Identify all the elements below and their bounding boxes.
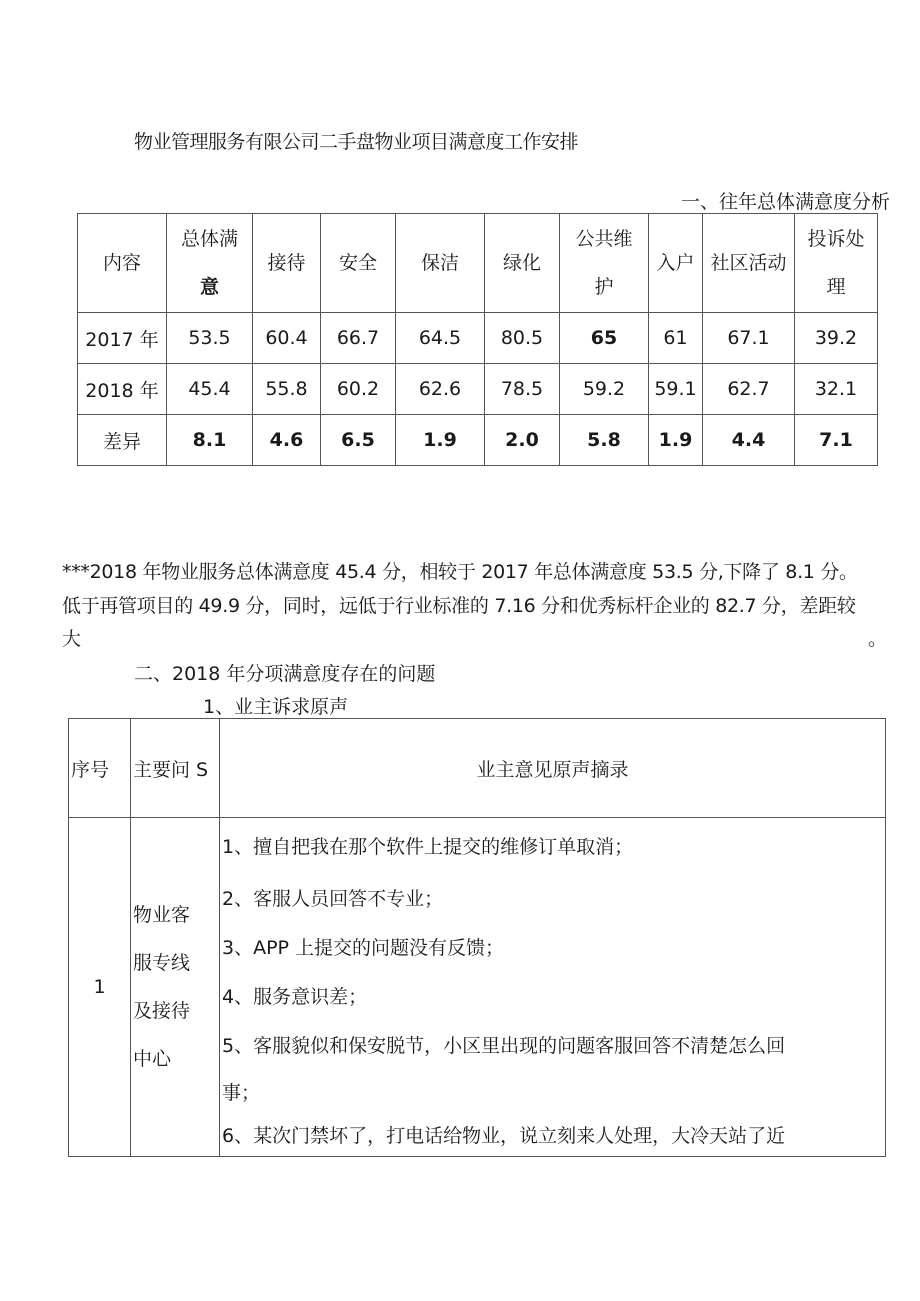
table-cell: 39.2 <box>795 313 878 364</box>
section-1-title: 一、往年总体满意度分析 <box>680 191 890 213</box>
table-cell: 61 <box>649 313 703 364</box>
list-item: 2、客服人员回答不专业； <box>222 888 444 910</box>
table-cell: 59.2 <box>560 364 649 415</box>
table-row <box>78 313 878 364</box>
header-cell: 安全 <box>321 214 396 313</box>
row-label: 差异 <box>78 415 167 466</box>
header-cell: 投诉处 理 <box>795 214 878 313</box>
table-cell: 80.5 <box>485 313 560 364</box>
list-item: 6、某次门禁坏了，打电话给物业，说立刻来人处理，大冷天站了近 <box>222 1125 786 1147</box>
table-header-row <box>78 214 878 313</box>
list-item: 4、服务意识差； <box>222 986 368 1008</box>
header-cell: 主要问 S <box>131 719 220 818</box>
table-cell: 2.0 <box>485 415 560 466</box>
row-category: 物业客服专线及接待中心 <box>131 818 220 1157</box>
header-cell: 公共维 护 <box>560 214 649 313</box>
table-cell: 53.5 <box>167 313 253 364</box>
header-cell: 业主意见原声摘录 <box>220 719 886 818</box>
subsection-1-title: 1、业主诉求原声 <box>203 696 349 718</box>
table-cell: 78.5 <box>485 364 560 415</box>
document-title: 物业管理服务有限公司二手盘物业项目满意度工作安排 <box>134 131 579 153</box>
list-item: 3、APP 上提交的问题没有反馈； <box>222 937 505 959</box>
satisfaction-table <box>77 213 878 466</box>
header-cell: 序号 <box>69 719 131 818</box>
table-cell: 62.6 <box>396 364 485 415</box>
owner-feedback-table <box>68 718 886 1157</box>
list-item: 1、擅自把我在那个软件上提交的维修订单取消； <box>222 836 634 858</box>
table-row <box>69 818 886 1157</box>
table-cell: 65 <box>560 313 649 364</box>
header-cell: 绿化 <box>485 214 560 313</box>
table-cell: 60.4 <box>253 313 321 364</box>
list-item: 5、客服貌似和保安脱节，小区里出现的问题客服回答不清楚怎么回 <box>222 1035 786 1057</box>
header-cell: 社区活动 <box>703 214 795 313</box>
table-cell: 62.7 <box>703 364 795 415</box>
table-cell: 55.8 <box>253 364 321 415</box>
header-cell: 接待 <box>253 214 321 313</box>
row-label: 2017 年 <box>78 313 167 364</box>
list-item: 事； <box>222 1082 261 1104</box>
table-header-row <box>69 719 886 818</box>
header-cell: 内容 <box>78 214 167 313</box>
paragraph-end-mark: 。 <box>868 628 888 650</box>
table-cell: 67.1 <box>703 313 795 364</box>
paragraph-line: ***2018 年物业服务总体满意度 45.4 分，相较于 2017 年总体满意度 53.5 分,下降了 8.1 分。 <box>62 561 858 583</box>
table-cell: 1.9 <box>649 415 703 466</box>
table-cell: 60.2 <box>321 364 396 415</box>
table-cell: 1.9 <box>396 415 485 466</box>
table-cell: 4.4 <box>703 415 795 466</box>
table-cell: 59.1 <box>649 364 703 415</box>
table-cell: 45.4 <box>167 364 253 415</box>
header-cell: 保洁 <box>396 214 485 313</box>
table-cell: 6.5 <box>321 415 396 466</box>
section-2-title: 二、2018 年分项满意度存在的问题 <box>134 663 436 685</box>
row-label: 2018 年 <box>78 364 167 415</box>
header-cell: 入户 <box>649 214 703 313</box>
header-cell: 总体满 意 <box>167 214 253 313</box>
row-items <box>220 818 886 1157</box>
table-cell: 7.1 <box>795 415 878 466</box>
table-cell: 4.6 <box>253 415 321 466</box>
paragraph-line: 低于再管项目的 49.9 分，同时，远低于行业标准的 7.16 分和优秀标杆企业的 82.7 分，差距较 <box>62 595 856 617</box>
table-cell: 64.5 <box>396 313 485 364</box>
table-cell: 32.1 <box>795 364 878 415</box>
paragraph-line: 大 <box>62 628 81 650</box>
table-cell: 5.8 <box>560 415 649 466</box>
row-index: 1 <box>69 818 131 1157</box>
table-row-difference <box>78 415 878 466</box>
table-cell: 66.7 <box>321 313 396 364</box>
table-row <box>78 364 878 415</box>
table-cell: 8.1 <box>167 415 253 466</box>
